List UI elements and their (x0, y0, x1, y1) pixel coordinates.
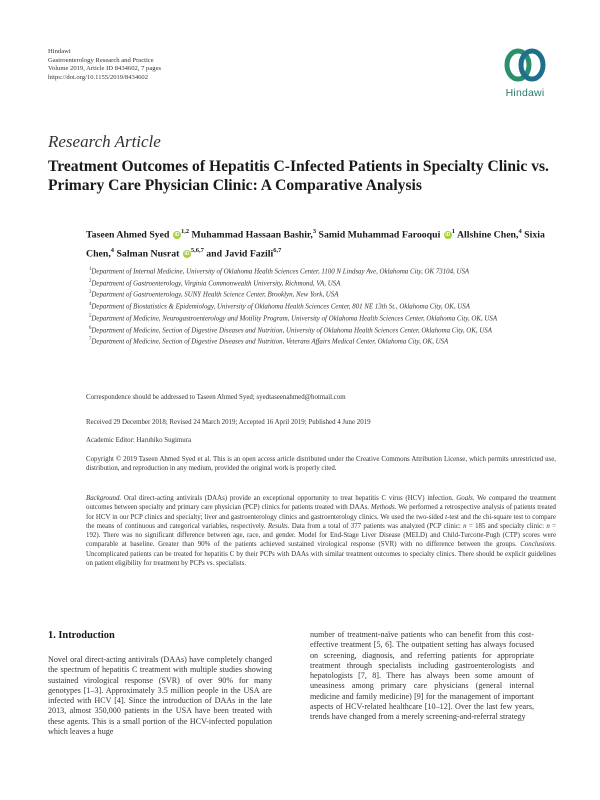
abstract-goals: We compared the treatment outcomes between specialty and primary care physician (PCP) clinics for patients treated with DAAs. (86, 495, 556, 512)
abstract (86, 494, 556, 568)
abstract-label-background: Background. (86, 495, 122, 502)
author-name: Muhammad Hassaan Bashir, (191, 229, 313, 241)
journal-doi-link[interactable]: https://doi.org/10.1155/2019/8434602 (48, 73, 149, 81)
affiliation-text: Department of Medicine, Neurogastroenterology and Motility Program, University of Oklahoma Health Sciences Center, Oklahoma City, OK, USA (91, 315, 498, 323)
affiliation-number: 1 (89, 267, 92, 272)
abstract-conclusions: Uncomplicated patients can be treated for hepatitis C by their PCPs with DAAs with similar treatment outcomes to specialty clinics. There should be explicit guidelines on patient eligibility for treatment by PCPs vs. specialists. (86, 550, 556, 568)
orcid-icon[interactable]: iD (184, 251, 190, 258)
author-list (86, 224, 556, 262)
orcid-icon[interactable]: iD (174, 232, 180, 239)
affiliation-item (86, 335, 556, 347)
hindawi-logo-mark (503, 46, 547, 84)
affiliation-text: Department of Medicine, Section of Digestive Diseases and Nutrition, University of Oklahoma Health Sciences Center, Oklahoma City, OK, USA (91, 326, 492, 334)
abstract-background: Oral direct-acting antivirals (DAAs) provide an exceptional opportunity to treat hepatitis C virus (HCV) infection. (121, 495, 457, 502)
article-type: Research Article (48, 132, 161, 151)
author-affiliation-ref: 4 (518, 228, 522, 235)
abstract-n-symbol: n (546, 522, 550, 530)
abstract-methods: We performed a retrospective analysis of patients treated for HCV in our PCP clinics and specialty; liver and gastroenterology clinics and gastroenterology clinics. We used the two-sided (86, 504, 556, 521)
author-affiliation-ref: 6,7 (273, 246, 282, 254)
abstract-results-cont: = 185 and specialty clinic: (466, 522, 547, 530)
author-affiliation-ref: 1,2 (180, 228, 190, 235)
author-affiliation-ref: 1 (451, 228, 456, 235)
abstract-label-conclusions: Conclusions. (520, 541, 556, 549)
author-name: Allshine Chen, (456, 229, 519, 241)
affiliation-item (86, 324, 556, 336)
affiliation-item (86, 265, 556, 277)
abstract-label-results: Results. (267, 522, 290, 530)
abstract-label-methods: Methods. (370, 504, 397, 512)
journal-info (48, 48, 161, 82)
hindawi-logo[interactable] (494, 46, 556, 106)
affiliation-text: Department of Medicine, Section of Digestive Diseases and Nutrition, Veterans Affairs Medical Center, Oklahoma City, OK, USA (91, 338, 449, 346)
affiliation-number: 2 (89, 278, 92, 284)
author-name: Sixia Chen, (86, 229, 545, 260)
author-affiliation-ref: 4 (110, 246, 115, 254)
section-heading-introduction: 1. Introduction (48, 630, 115, 641)
journal-name: Gastroenterology Research and Practice (48, 56, 154, 64)
orcid-icon[interactable]: iD (445, 232, 451, 239)
affiliation-item (86, 288, 556, 300)
intro-column-left: Novel oral direct-acting antivirals (DAAs) have completely changed the spectrum of hepatitis C treatment with multiple studies showing sustained virological response (SVR) of over 90% for many genotypes [1–3]. Approximately 3.5 million people in the USA are infected with HCV [4]. Since the introduction of DAAs in the late 2013, almost 350,000 patients in the USA have been treated with these agents. This is a small portion of the HCV-infected population which leaves a huge (48, 655, 272, 737)
author-name: Taseen Ahmed Syed (86, 229, 170, 241)
publication-dates: Received 29 December 2018; Revised 24 March 2019; Accepted 16 April 2019; Published 4 June 2019 (86, 419, 371, 426)
affiliation-text: Department of Gastroenterology, Virginia Commonwealth University, Richmond, VA, USA (91, 280, 341, 287)
affiliation-text: Department of Biostatistics & Epidemiology, University of Oklahoma Health Sciences Center, 801 NE 13th St., Oklahoma City, OK, USA (91, 303, 470, 311)
affiliation-text: Department of Gastroenterology, SUNY Health Science Center, Brooklyn, New York, USA (91, 291, 339, 299)
affiliation-number: 4 (89, 302, 92, 308)
affiliation-item (86, 300, 556, 312)
affiliation-item (86, 312, 556, 324)
abstract-n-symbol: n (463, 522, 467, 530)
intro-column-right: number of treatment-naïve patients who can benefit from this cost-effective treatment [5, 6]. The outpatient setting has always focused on screening, diagnosis, and referring patients for appropriate treatment through specialists including gastroenterologists and hepatologists [7, 8]. There has always been some amount of uneasiness among primary care physicians (general internal medicine and family medicine) [9] for the management of important aspects of HCV-related healthcare [10–12]. Over the last few years, trends have changed from a merely screening-and-referral strategy (310, 630, 534, 722)
author-affiliation-ref: 5,6,7 (190, 246, 204, 254)
abstract-results: Data from a total of 377 patients was analyzed (PCP clinic: (289, 522, 464, 530)
affiliation-number: 5 (89, 313, 92, 319)
affiliation-item (86, 277, 556, 289)
abstract-results-cont: = 192). There was no significant difference between age, race, and gender. Model for End-Stage Liver Disease (MELD) and Child-Turcotte-Pugh (CTP) scores were comparable at baseline. Greater than 90% of the patients achieved sustained virological response (SVR) with no difference between the groups. (86, 522, 556, 549)
affiliation-number: 7 (89, 337, 92, 343)
author-name: Samid Muhammad Farooqui (318, 229, 441, 241)
affiliation-number: 3 (89, 290, 92, 296)
affiliation-number: 6 (89, 325, 92, 331)
abstract-label-goals: Goals. (456, 495, 475, 502)
academic-editor: Academic Editor: Haruhiko Sugimura (86, 437, 192, 444)
author-affiliation-ref: 3 (312, 228, 317, 235)
abstract-t-symbol: t (445, 513, 448, 521)
journal-volume: Volume 2019, Article ID 8434602, 7 pages (48, 65, 162, 73)
abstract-methods-cont: -test and the chi-square test to compare the means of continuous and categorical variables, respectively. (86, 513, 556, 530)
affiliation-text: Department of Internal Medicine, University of Oklahoma Health Sciences Center, 1100 N Lindsay Ave, Oklahoma City, OK 73104, USA (91, 268, 470, 276)
publisher-name: Hindawi (48, 48, 71, 55)
author-name: and Javid Fazili (206, 248, 274, 260)
affiliation-list (86, 265, 556, 347)
correspondence-note: Correspondence should be addressed to Taseen Ahmed Syed; syedtaseenahmed@hotmail.com (86, 394, 346, 401)
hindawi-wordmark: Hindawi (505, 87, 545, 99)
author-name: Salman Nusrat (116, 248, 180, 260)
article-title: Treatment Outcomes of Hepatitis C-Infected Patients in Specialty Clinic vs. Primary Care Physician Clinic: A Comparative Analysis (48, 158, 549, 194)
copyright-notice: Copyright © 2019 Taseen Ahmed Syed et al. This is an open access article distributed under the Creative Commons Attribution License, which permits unrestricted use, distribution, and reproduction in any medium, provided the original work is properly cited. (86, 456, 556, 473)
